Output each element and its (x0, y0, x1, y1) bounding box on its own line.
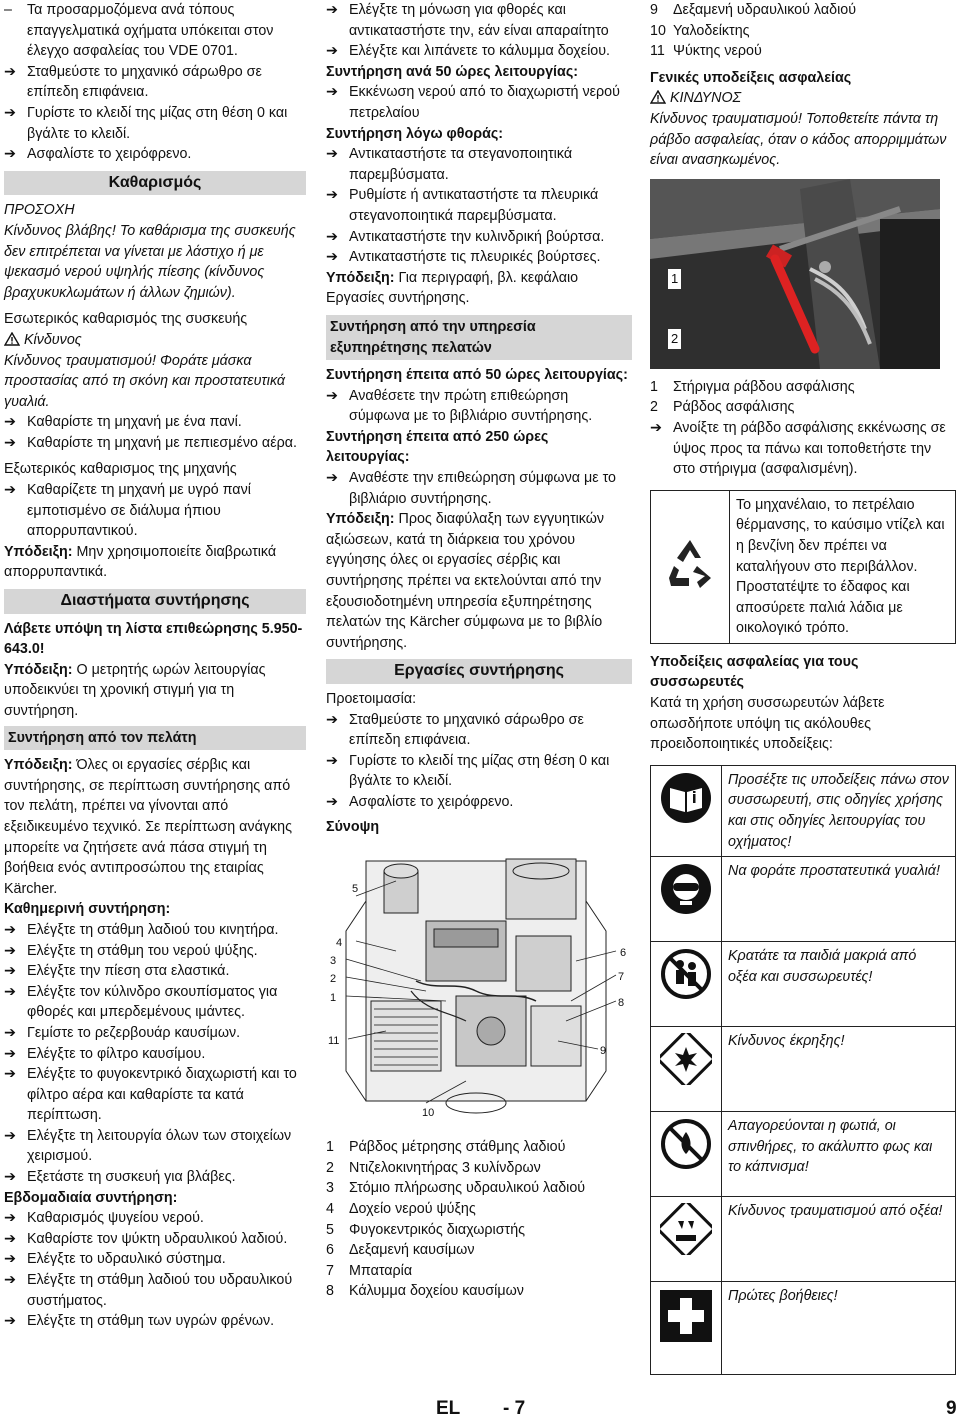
arrow-icon: ➔ (4, 414, 16, 431)
overview-legend (326, 1137, 632, 1302)
list-item: ➔ Σταθμεύστε το μηχανικό σάρωθρο σε επίπεδη επιφάνεια. (4, 62, 306, 103)
arrow-icon: ➔ (326, 187, 338, 204)
arrow-icon: ➔ (4, 63, 16, 80)
list-item: ➔ Ελέγξτε τον κύλινδρο σκουπίσματος για φθορές και μπερδεμένους ιμάντες. (4, 982, 306, 1023)
legend-item: 7 Μπαταρία (326, 1262, 413, 1279)
outer-cleaning-title: Εξωτερικός καθαρισμος της μηχανής (4, 461, 237, 478)
callout-label: 4 (336, 937, 343, 950)
callout-label: 7 (618, 971, 625, 984)
callout-label: 10 (422, 1107, 435, 1120)
arrow-icon: ➔ (4, 482, 16, 499)
note-detergent: Υπόδειξη: Μην χρησιμοποιείτε διαβρωτικά απορρυπαντικά. (4, 543, 277, 581)
list-item: ➔ Γεμίστε το ρεζερβουάρ καυσίμων. (4, 1023, 306, 1044)
list-item: ➔ Αναθέσετε την πρώτη επιθεώρηση σύμφωνα με το βιβλιάριο συντήρησης. (326, 386, 632, 427)
list-item: ➔ Ελέγξτε τη στάθμη λαδιού του υδραυλικού συστήματος. (4, 1270, 306, 1311)
list-item: ➔ Ελέγξτε το φυγοκεντρικό διαχωριστή και το φίλτρο αέρα και καθαρίστε τα κατά περίπτωση. (4, 1064, 306, 1126)
footer-language: EL (436, 1398, 461, 1419)
arrow-icon: ➔ (4, 1024, 16, 1041)
list-item: ➔ Ελέγξτε την πίεση στα ελαστικά. (4, 961, 306, 982)
arrow-icon: ➔ (650, 419, 662, 436)
legend-item: 6 Δεξαμενή καυσίμων (326, 1242, 475, 1259)
list-item: ➔ Γυρίστε το κλειδί της μίζας στη θέση 0 και βγάλτε το κλειδί. (4, 103, 306, 144)
column-left (4, 0, 306, 1332)
list-item: ➔ Εξετάστε τη συσκευή για βλάβες. (4, 1167, 306, 1188)
symbol-text: Απαγορεύονται η φωτιά, οι σπινθήρες, το ακάλυπτο φως και το κάπνισμα! (722, 1112, 956, 1197)
arrow-icon: ➔ (4, 1230, 16, 1247)
list-item: ➔ Ελέγξτε το φίλτρο καυσίμου. (4, 1044, 306, 1065)
arrow-icon: ➔ (326, 711, 338, 728)
callout-label: 11 (328, 1035, 340, 1048)
arrow-icon: ➔ (326, 387, 338, 404)
machine-drawing (326, 841, 632, 1131)
battery-intro: Κατά τη χρήση συσσωρευτών λάβετε οπωσδήποτε υπόψη τις ακόλουθες προειδοποιητικές υποδείξεις: (650, 695, 885, 753)
list-item: ➔ Αντικαταστήστε τις πλευρικές βούρτσες. (326, 247, 632, 268)
arrow-icon: ➔ (326, 146, 338, 163)
arrow-icon: ➔ (4, 942, 16, 959)
symbol-text: Κίνδυνος τραυματισμού από οξέα! (722, 1197, 956, 1282)
column-right (650, 0, 956, 1375)
callout-label: 8 (618, 997, 625, 1010)
no-fire-icon (651, 1112, 722, 1197)
weekly-maintenance-list (4, 1208, 306, 1332)
danger-heading: ΚΙΝΔΥΝΟΣ (650, 88, 956, 109)
callout-label: 2 (330, 973, 337, 986)
list-item: ➔ Ελέγξτε τη στάθμη του νερού ψύξης. (4, 941, 306, 962)
list-item: – Τα προσαρμοζόμενα ανά τόπους επαγγελματικά οχήματα υπόκειται στον έλεγχο ασφαλείας του VDE 0701. (4, 2, 274, 60)
list-item: ➔ Ασφαλίστε το χειρόφρενο. (4, 144, 306, 165)
goggles-icon (651, 857, 722, 942)
list-item: ➔ Ελέγξτε τη στάθμη των υγρών φρένων. (4, 1311, 306, 1332)
checklist-note: Λάβετε υπόψη τη λίστα επιθεώρησης 5.950-643.0! (4, 620, 303, 658)
corrosive-icon (651, 1197, 722, 1282)
legend-item: 2 Ντιζελοκινητήρας 3 κυλίνδρων (326, 1159, 541, 1176)
section-title-customer-maintenance: Συντήρηση από τον πελάτη (4, 726, 306, 751)
first-aid-icon (651, 1282, 722, 1375)
manual-icon (651, 765, 722, 856)
warning-triangle-icon (650, 90, 666, 104)
callout-label: 3 (330, 955, 337, 968)
symbol-text: Πρώτες βοήθειες! (722, 1282, 956, 1375)
after-50h-title: Συντήρηση έπειτα από 50 ώρες λειτουργίας: (326, 367, 628, 384)
arrow-icon: ➔ (4, 104, 16, 121)
legend-item: 5 Φυγοκεντρικός διαχωριστής (326, 1221, 526, 1238)
list-item: ➔ Ελέγξτε τη μόνωση για φθορές και αντικαταστήστε την, εάν είναι απαραίτητο (326, 0, 632, 41)
note-description: Υπόδειξη: Για περιγραφή, βλ. κεφάλαιο Εργασίες συντήρησης. (326, 269, 579, 307)
arrow-icon: ➔ (4, 963, 16, 980)
photo-legend (650, 377, 956, 418)
legend-item: 9 Δεξαμενή υδραυλικού λαδιού (650, 2, 857, 18)
arrow-icon: ➔ (326, 470, 338, 487)
list-item: ➔ Αναθέστε την επιθεώρηση σύμφωνα με το βιβλιάριο συντήρησης. (326, 468, 632, 509)
danger-heading: Κίνδυνος (4, 330, 306, 351)
list-item: ➔ Καθαρίστε τη μηχανή με ένα πανί. (4, 412, 306, 433)
list-item: ➔ Ελέγξτε το υδραυλικό σύστημα. (4, 1249, 306, 1270)
note-hour-meter: Υπόδειξη: Ο μετρητής ωρών λειτουργίας υποδεικνύει τη χρονική στιγμή για τη συντήρηση. (4, 661, 266, 719)
machine-overview-figure (326, 841, 632, 1131)
no-children-icon (651, 942, 722, 1027)
list-item: ➔ Γυρίστε το κλειδί της μίζας στη θέση 0 και βγάλτε το κλειδί. (326, 751, 632, 792)
section-title-cleaning: Καθαρισμός (4, 171, 306, 196)
list-item: ➔ Αντικαταστήστε τα στεγανοποιητικά παρεμβύσματα. (326, 144, 632, 185)
list-item: ➔ Αντικαταστήστε την κυλινδρική βούρτσα. (326, 227, 632, 248)
daily-maintenance-title: Καθημερινή συντήρηση: (4, 901, 171, 918)
arrow-icon: ➔ (326, 752, 338, 769)
list-item: ➔ Ελέγξτε τη λειτουργία όλων των στοιχείων χειρισμού. (4, 1126, 306, 1167)
arrow-icon: ➔ (4, 1313, 16, 1330)
legend-item: 1 Ράβδος μέτρησης στάθμης λαδιού (326, 1139, 566, 1156)
column-middle (326, 0, 632, 1302)
recycle-text: Το μηχανέλαιο, το πετρέλαιο θέρμανσης, το καύσιμο ντίζελ και η βενζίνη δεν πρέπει να καταλήγουν στο περιβάλλον. Προστατέψτε το έδαφος και αποσύρετε παλιά λάδια με οικολογικό τρόπο. (730, 490, 956, 643)
list-item: ➔ Ανοίξτε τη ράβδο ασφάλισης εκκένωσης σε ύψος προς τα πάνω και τοποθετήστε την στο στήριγμα (ασφαλισμένη). (650, 418, 956, 480)
list-item: ➔ Καθαρίστε τη μηχανή με πεπιεσμένο αέρα. (4, 433, 306, 454)
list-item: ➔ Καθαρίζετε τη μηχανή με υγρό πανί εμποτισμένο σε διάλυμα ήπιου απορρυπαντικού. (4, 480, 306, 542)
list-item: ➔ Ασφαλίστε το χειρόφρενο. (326, 792, 632, 813)
arrow-icon: ➔ (4, 1169, 16, 1186)
callout-label: 5 (352, 883, 359, 896)
symbol-text: Να φοράτε προστατευτικά γυαλιά! (722, 857, 956, 942)
legend-item: 10 Υαλοδείκτης (650, 22, 750, 39)
legend-item: 11 Ψύκτης νερού (650, 43, 762, 60)
warning-triangle-icon (4, 332, 20, 346)
list-item: ➔ Εκκένωση νερού από το διαχωριστή νερού πετρελαίου (326, 82, 632, 123)
general-safety-title: Γενικές υποδείξεις ασφαλείας (650, 69, 852, 86)
legend-item: 1 Στήριγμα ράβδου ασφάλισης (650, 378, 855, 395)
arrow-icon: ➔ (326, 2, 338, 18)
list-item: ➔ Καθαρισμός ψυγείου νερού. (4, 1208, 306, 1229)
maintenance-50h-title: Συντήρηση ανά 50 ώρες λειτουργίας: (326, 63, 579, 80)
list-item: ➔ Ελέγξτε και λιπάνετε το κάλυμμα δοχείου. (326, 41, 632, 62)
wear-maintenance-title: Συντήρηση λόγω φθοράς: (326, 125, 504, 142)
danger-text: Κίνδυνος τραυματισμού! Φοράτε μάσκα προστασίας από τη σκόνη και προστατευτικά γυαλιά. (4, 352, 286, 410)
arrow-icon: ➔ (326, 228, 338, 245)
legend-item: 2 Ράβδος ασφάλισης (650, 399, 795, 416)
caution-label: ΠΡΟΣΟΧΗ (4, 202, 75, 219)
arrow-icon: ➔ (4, 1272, 16, 1289)
battery-safety-title: Υποδείξεις ασφαλείας για τους συσσωρευτές (650, 653, 859, 691)
wear-maintenance-list (326, 144, 632, 268)
arrow-icon: ➔ (4, 146, 16, 163)
note-specialist: Υπόδειξη: Όλες οι εργασίες σέρβις και συντήρησης, σε περίπτωση συντήρησης από τον πελάτη, πρέπει να γίνονται από εξειδικευμένο τεχνικό. Σε περίπτωση ανάγκης μπορείτε να ζητήσετε ανά πάσα στιγμή τη βοήθεια ενός αντιπροσώπου της εταιρίας Kärcher. (4, 757, 292, 897)
danger-text: Κίνδυνος τραυματισμού! Τοποθετείτε πάντα τη ράβδο ασφαλείας, όταν ο κάδος απορριμμάτων είναι ανασηκωμένος. (650, 110, 947, 169)
preparation-label: Προετοιμασία: (326, 691, 417, 707)
environment-table (650, 490, 956, 644)
inner-cleaning-title: Εσωτερικός καθαρισμός της συσκευής (4, 311, 248, 328)
explosion-icon (651, 1027, 722, 1112)
legend-item: 8 Κάλυμμα δοχείου καυσίμων (326, 1283, 524, 1300)
battery-symbols-table (650, 765, 956, 1375)
symbol-text: Κρατάτε τα παιδιά μακριά από οξέα και συσσωρευτές! (722, 942, 956, 1027)
arrow-icon: ➔ (4, 1066, 16, 1083)
callout-label: 2 (668, 329, 681, 350)
legend-item: 4 Δοχείο νερού ψύξης (326, 1200, 476, 1217)
arrow-icon: ➔ (326, 249, 338, 266)
callout-label: 6 (620, 947, 627, 960)
overview-legend-continued (650, 0, 956, 62)
section-title-service: Συντήρηση από την υπηρεσία εξυπηρέτησης πελατών (326, 315, 632, 360)
list-item: ➔ Ρυθμίστε ή αντικαταστήστε τα πλευρικά στεγανοποιητικά παρεμβύσματα. (326, 185, 632, 226)
section-title-maintenance-work: Εργασίες συντήρησης (326, 659, 632, 684)
section-title-intervals: Διαστήματα συντήρησης (4, 589, 306, 614)
arrow-icon: ➔ (326, 84, 338, 101)
recycle-icon (651, 490, 730, 643)
list-item: ➔ Καθαρίστε τον ψύκτη υδραυλικού λαδιού. (4, 1229, 306, 1250)
arrow-icon: ➔ (4, 434, 16, 451)
callout-label: 1 (330, 992, 337, 1005)
note-warranty: Υπόδειξη: Προς διαφύλαξη των εγγυητικών αξιώσεων, κατά τη διάρκεια του χρόνου εγγύησης όλες οι εργασίες σέρβις και συντήρησης πρέπει να εκτελούνται από την εξουσιοδοτημένη υπηρεσία εξυπηρέτησης πελατών της Kärcher σύμφωνα με το βιβλίο συντήρησης. (326, 511, 605, 651)
preparation-list (326, 710, 632, 813)
symbol-text: Κίνδυνος έκρηξης! (722, 1027, 956, 1112)
safety-bar-photo (650, 179, 940, 369)
legend-item: 3 Στόμιο πλήρωσης υδραυλικού λαδιού (326, 1180, 586, 1197)
daily-maintenance-list (4, 920, 306, 1188)
footer-page-number: 9 (946, 1398, 957, 1419)
arrow-icon: ➔ (4, 921, 16, 938)
weekly-maintenance-title: Εβδομαδιαία συντήρηση: (4, 1189, 178, 1206)
callout-label: 9 (600, 1045, 607, 1058)
symbol-text: Προσέξτε τις υποδείξεις πάνω στον συσσωρευτή, στις οδηγίες χρήσης και στις οδηγίες λειτουργίας του οχήματος! (722, 765, 956, 856)
callout-label: 1 (668, 269, 681, 290)
after-250h-title: Συντήρηση έπειτα από 250 ώρες λειτουργίας: (326, 428, 549, 466)
arrow-icon: ➔ (4, 1210, 16, 1227)
arrow-icon: ➔ (4, 1251, 16, 1268)
caution-text: Κίνδυνος βλάβης! Το καθάρισμα της συσκευής δεν επιτρέπεται να γίνεται με λάστιχο ή με ψεκασμό νερού υψηλής πίεσης (κίνδυνος βραχυκυκλωμάτων ή άλλων ζημιών). (4, 222, 296, 301)
arrow-icon: ➔ (326, 43, 338, 60)
arrow-icon: ➔ (326, 793, 338, 810)
overview-title: Σύνοψη (326, 818, 380, 835)
arrow-icon: ➔ (4, 1045, 16, 1062)
footer-page-ref: - 7 (503, 1398, 526, 1419)
list-item: ➔ Ελέγξτε τη στάθμη λαδιού του κινητήρα. (4, 920, 306, 941)
arrow-icon: ➔ (4, 983, 16, 1000)
list-item: ➔ Σταθμεύστε το μηχανικό σάρωθρο σε επίπεδη επιφάνεια. (326, 710, 632, 751)
safety-bar-illustration (650, 179, 940, 369)
arrow-icon: ➔ (4, 1127, 16, 1144)
